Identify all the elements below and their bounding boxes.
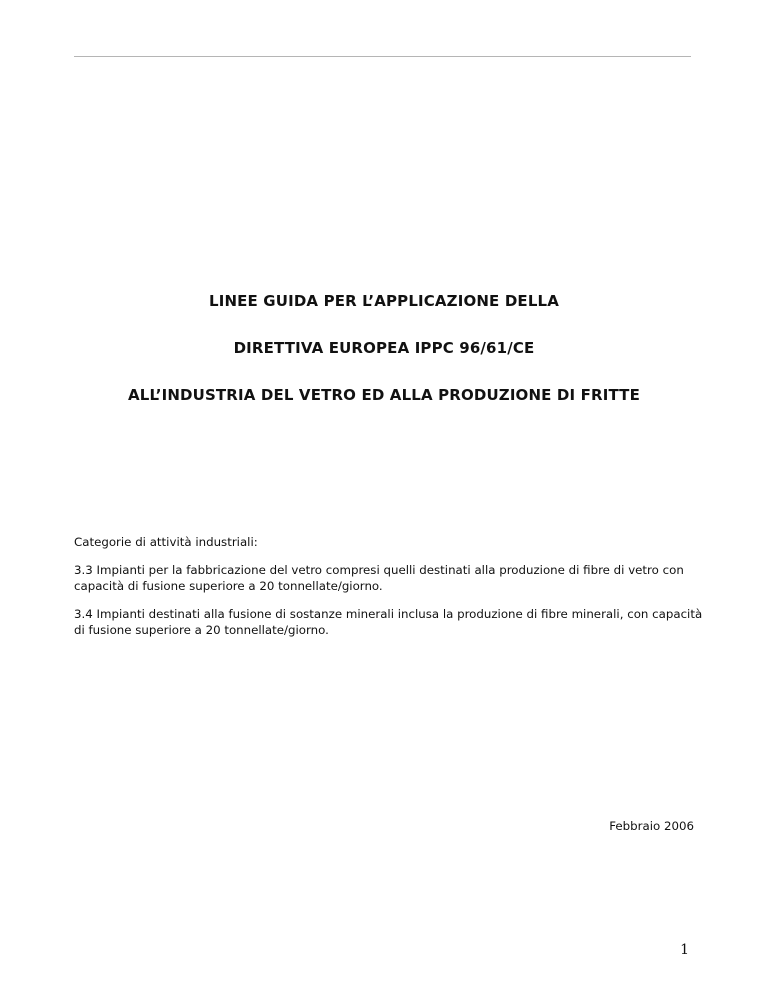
header-rule: [74, 56, 691, 57]
category-item-3-4: 3.4 Impianti destinati alla fusione di sostanze minerali inclusa la produzione di fibre minerali, con capacità di fusione superiore a 20 tonnellate/giorno.: [74, 607, 703, 637]
document-date: Febbraio 2006: [609, 819, 694, 833]
category-item-3-3: 3.3 Impianti per la fabbricazione del vetro compresi quelli destinati alla produzione di fibre di vetro con capacità di fusione superiore a 20 tonnellate/giorno.: [74, 563, 684, 593]
title-line-3: ALL’INDUSTRIA DEL VETRO ED ALLA PRODUZIONE DI FRITTE: [128, 386, 640, 404]
title-line-1: LINEE GUIDA PER L’APPLICAZIONE DELLA: [209, 292, 559, 310]
document-title: [0, 291, 768, 432]
categories-heading: Categorie di attività industriali:: [74, 535, 258, 549]
document-body: [74, 534, 704, 650]
page-number: 1: [680, 942, 689, 958]
title-line-2: DIRETTIVA EUROPEA IPPC 96/61/CE: [233, 339, 535, 357]
